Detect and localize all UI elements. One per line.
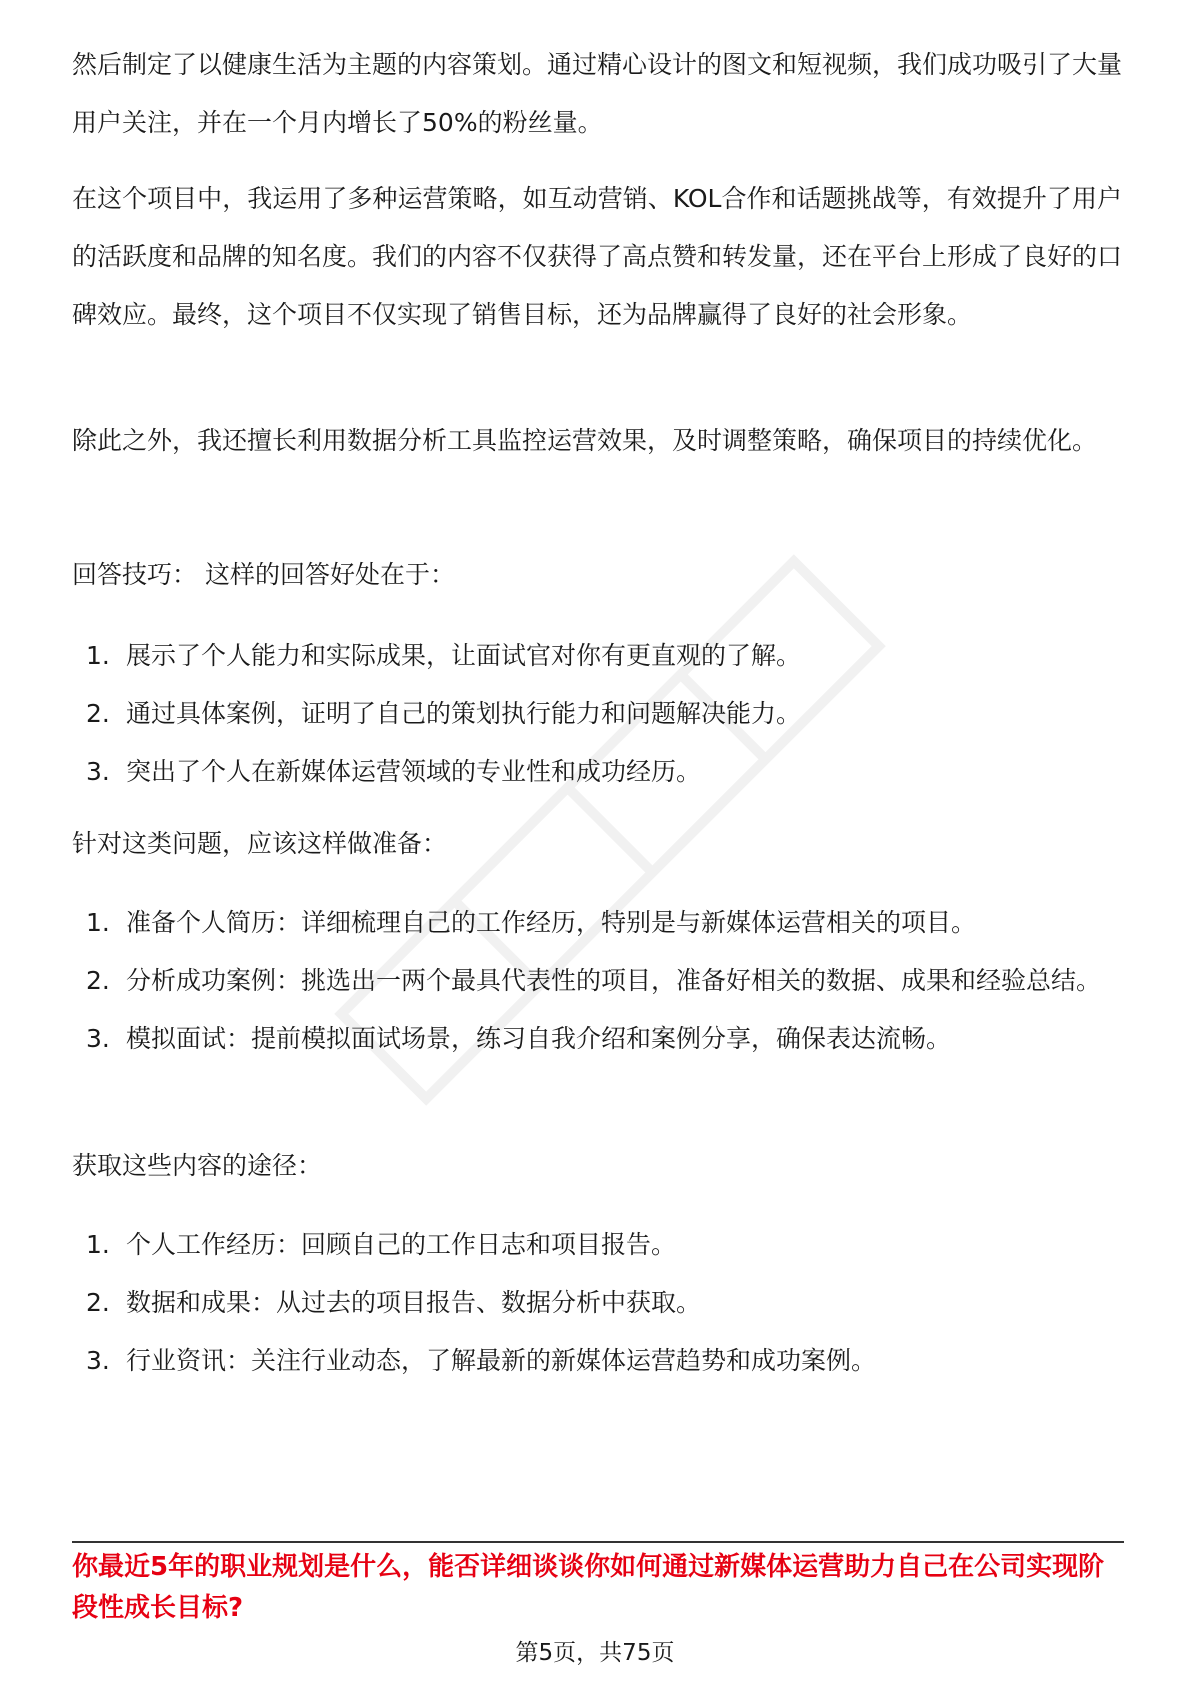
list-item-text: 个人工作经历：回顾自己的工作日志和项目报告。	[126, 1230, 677, 1259]
paragraph-2: 在这个项目中，我运用了多种运营策略，如互动营销、KOL合作和话题挑战等，有效提升了用户的活跃度和品牌的知名度。我们的内容不仅获得了高点赞和转发量，还在平台上形成了良好的口碑效应。最终，这个项目不仅实现了销售目标，还为品牌赢得了良好的社会形象。	[72, 184, 1123, 329]
list-item-text: 通过具体案例，证明了自己的策划执行能力和问题解决能力。	[126, 699, 802, 728]
list-item	[72, 685, 1122, 743]
list-item	[72, 1010, 1122, 1068]
list-number: 3.	[86, 757, 110, 786]
list-item	[72, 1332, 1122, 1390]
list-number: 2.	[86, 1288, 110, 1317]
section-divider	[72, 1541, 1124, 1543]
tips-heading: 回答技巧： 这样的回答好处在于：	[72, 560, 455, 589]
list-number: 3.	[86, 1346, 110, 1375]
list-item	[72, 894, 1122, 952]
prep-heading: 针对这类问题，应该这样做准备：	[72, 829, 448, 858]
list-item	[72, 952, 1122, 1010]
list-item-text: 模拟面试：提前模拟面试场景，练习自我介绍和案例分享，确保表达流畅。	[126, 1024, 952, 1053]
list-item	[72, 627, 1122, 685]
sources-list	[72, 1216, 1122, 1390]
page-number: 第5页，共75页	[515, 1640, 675, 1666]
list-item	[72, 1274, 1122, 1332]
list-item	[72, 743, 1122, 801]
prep-list	[72, 894, 1122, 1068]
list-number: 2.	[86, 966, 110, 995]
list-number: 2.	[86, 699, 110, 728]
list-item-text: 突出了个人在新媒体运营领域的专业性和成功经历。	[126, 757, 702, 786]
list-number: 1.	[86, 908, 110, 937]
list-item-text: 行业资讯：关注行业动态，了解最新的新媒体运营趋势和成功案例。	[126, 1346, 877, 1375]
list-number: 1.	[86, 641, 110, 670]
list-number: 3.	[86, 1024, 110, 1053]
list-item	[72, 1216, 1122, 1274]
list-item-text: 准备个人简历：详细梳理自己的工作经历，特别是与新媒体运营相关的项目。	[126, 908, 977, 937]
list-item-text: 分析成功案例：挑选出一两个最具代表性的项目，准备好相关的数据、成果和经验总结。	[126, 966, 1102, 995]
sources-heading: 获取这些内容的途径：	[72, 1151, 323, 1180]
tips-list	[72, 627, 1122, 801]
paragraph-1: 然后制定了以健康生活为主题的内容策划。通过精心设计的图文和短视频，我们成功吸引了大量用户关注，并在一个月内增长了50%的粉丝量。	[72, 50, 1123, 137]
list-item-text: 展示了个人能力和实际成果，让面试官对你有更直观的了解。	[126, 641, 802, 670]
paragraph-3: 除此之外，我还擅长利用数据分析工具监控运营效果，及时调整策略，确保项目的持续优化。	[72, 426, 1098, 455]
list-number: 1.	[86, 1230, 110, 1259]
list-item-text: 数据和成果：从过去的项目报告、数据分析中获取。	[126, 1288, 702, 1317]
next-question-title: 你最近5年的职业规划是什么，能否详细谈谈你如何通过新媒体运营助力自己在公司实现阶段性成长目标?	[72, 1552, 1105, 1623]
